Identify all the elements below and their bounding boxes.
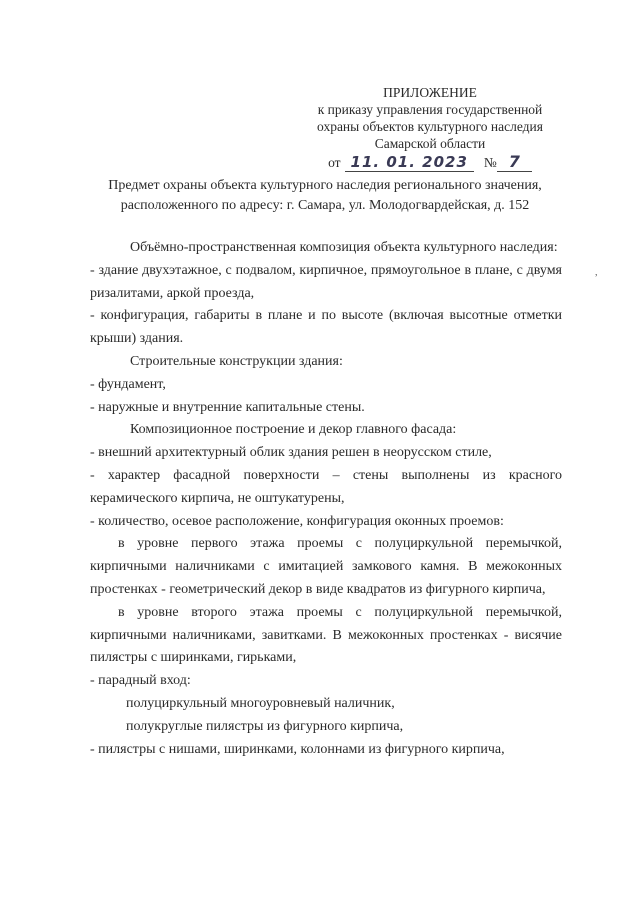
subject-line-2: расположенного по адресу: г. Самара, ул. Молодогвардейская, д. 152 bbox=[120, 198, 530, 213]
list-item: - пилястры с нишами, ширинками, колоннами из фигурного кирпича, bbox=[90, 741, 505, 757]
handwritten-date: 11. 01. 2023 bbox=[345, 153, 474, 172]
section-heading-volume: Объёмно-пространственная композиция объекта культурного наследия: bbox=[130, 240, 558, 255]
subject-line-1: Предмет охраны объекта культурного наследия регионального значения, bbox=[108, 178, 542, 193]
document-subject bbox=[90, 176, 560, 216]
list-item: - конфигурация, габариты в плане и по высоте (включая высотные отметки крыши) здания. bbox=[90, 308, 562, 347]
sub-item: полуциркульный многоуровневый наличник, bbox=[126, 695, 395, 711]
order-reference-line-3: Самарской области bbox=[374, 136, 486, 151]
paragraph: в уровне первого этажа проемы с полуциркульной перемычкой, кирпичными наличниками с имитацией замкового камня. В межоконных простенках - геометрический декор в виде квадратов из фигурного кирпича, bbox=[90, 536, 562, 597]
appendix-title: ПРИЛОЖЕНИЕ bbox=[383, 85, 477, 100]
section-heading-facade: Композиционное построение и декор главного фасада: bbox=[130, 422, 457, 438]
sub-item: полукруглые пилястры из фигурного кирпича, bbox=[126, 718, 404, 734]
list-item: - внешний архитектурный облик здания решен в неорусском стиле, bbox=[90, 445, 492, 461]
list-item: - количество, осевое расположение, конфигурация оконных проемов: bbox=[90, 513, 504, 529]
document-body bbox=[90, 237, 562, 761]
section-heading-structures: Строительные конструкции здания: bbox=[130, 353, 343, 369]
number-label: № bbox=[483, 155, 497, 170]
order-date-number-line bbox=[300, 153, 560, 171]
handwritten-number: 7 bbox=[497, 152, 532, 172]
paragraph: в уровне второго этажа проемы с полуциркульной перемычкой, кирпичными наличниками, завитками. В межоконных простенках - висячие пилястры с ширинками, гирьками, bbox=[90, 604, 562, 666]
list-item: - парадный вход: bbox=[90, 673, 191, 689]
date-prefix: от bbox=[328, 155, 341, 170]
list-item: - характер фасадной поверхности – стены выполнены из красного керамического кирпича, не оштукатурены, bbox=[90, 467, 562, 506]
list-item: - здание двухэтажное, с подвалом, кирпичное, прямоугольное в плане, с двумя ризалитами, аркой проезда, bbox=[90, 262, 562, 301]
margin-mark: , bbox=[595, 267, 598, 278]
list-item: - фундамент, bbox=[90, 376, 166, 392]
list-item: - наружные и внутренние капитальные стены. bbox=[90, 399, 365, 415]
order-reference-line-2: охраны объектов культурного наследия bbox=[317, 119, 543, 134]
appendix-header bbox=[300, 84, 560, 171]
order-reference-line-1: к приказу управления государственной bbox=[317, 102, 543, 117]
